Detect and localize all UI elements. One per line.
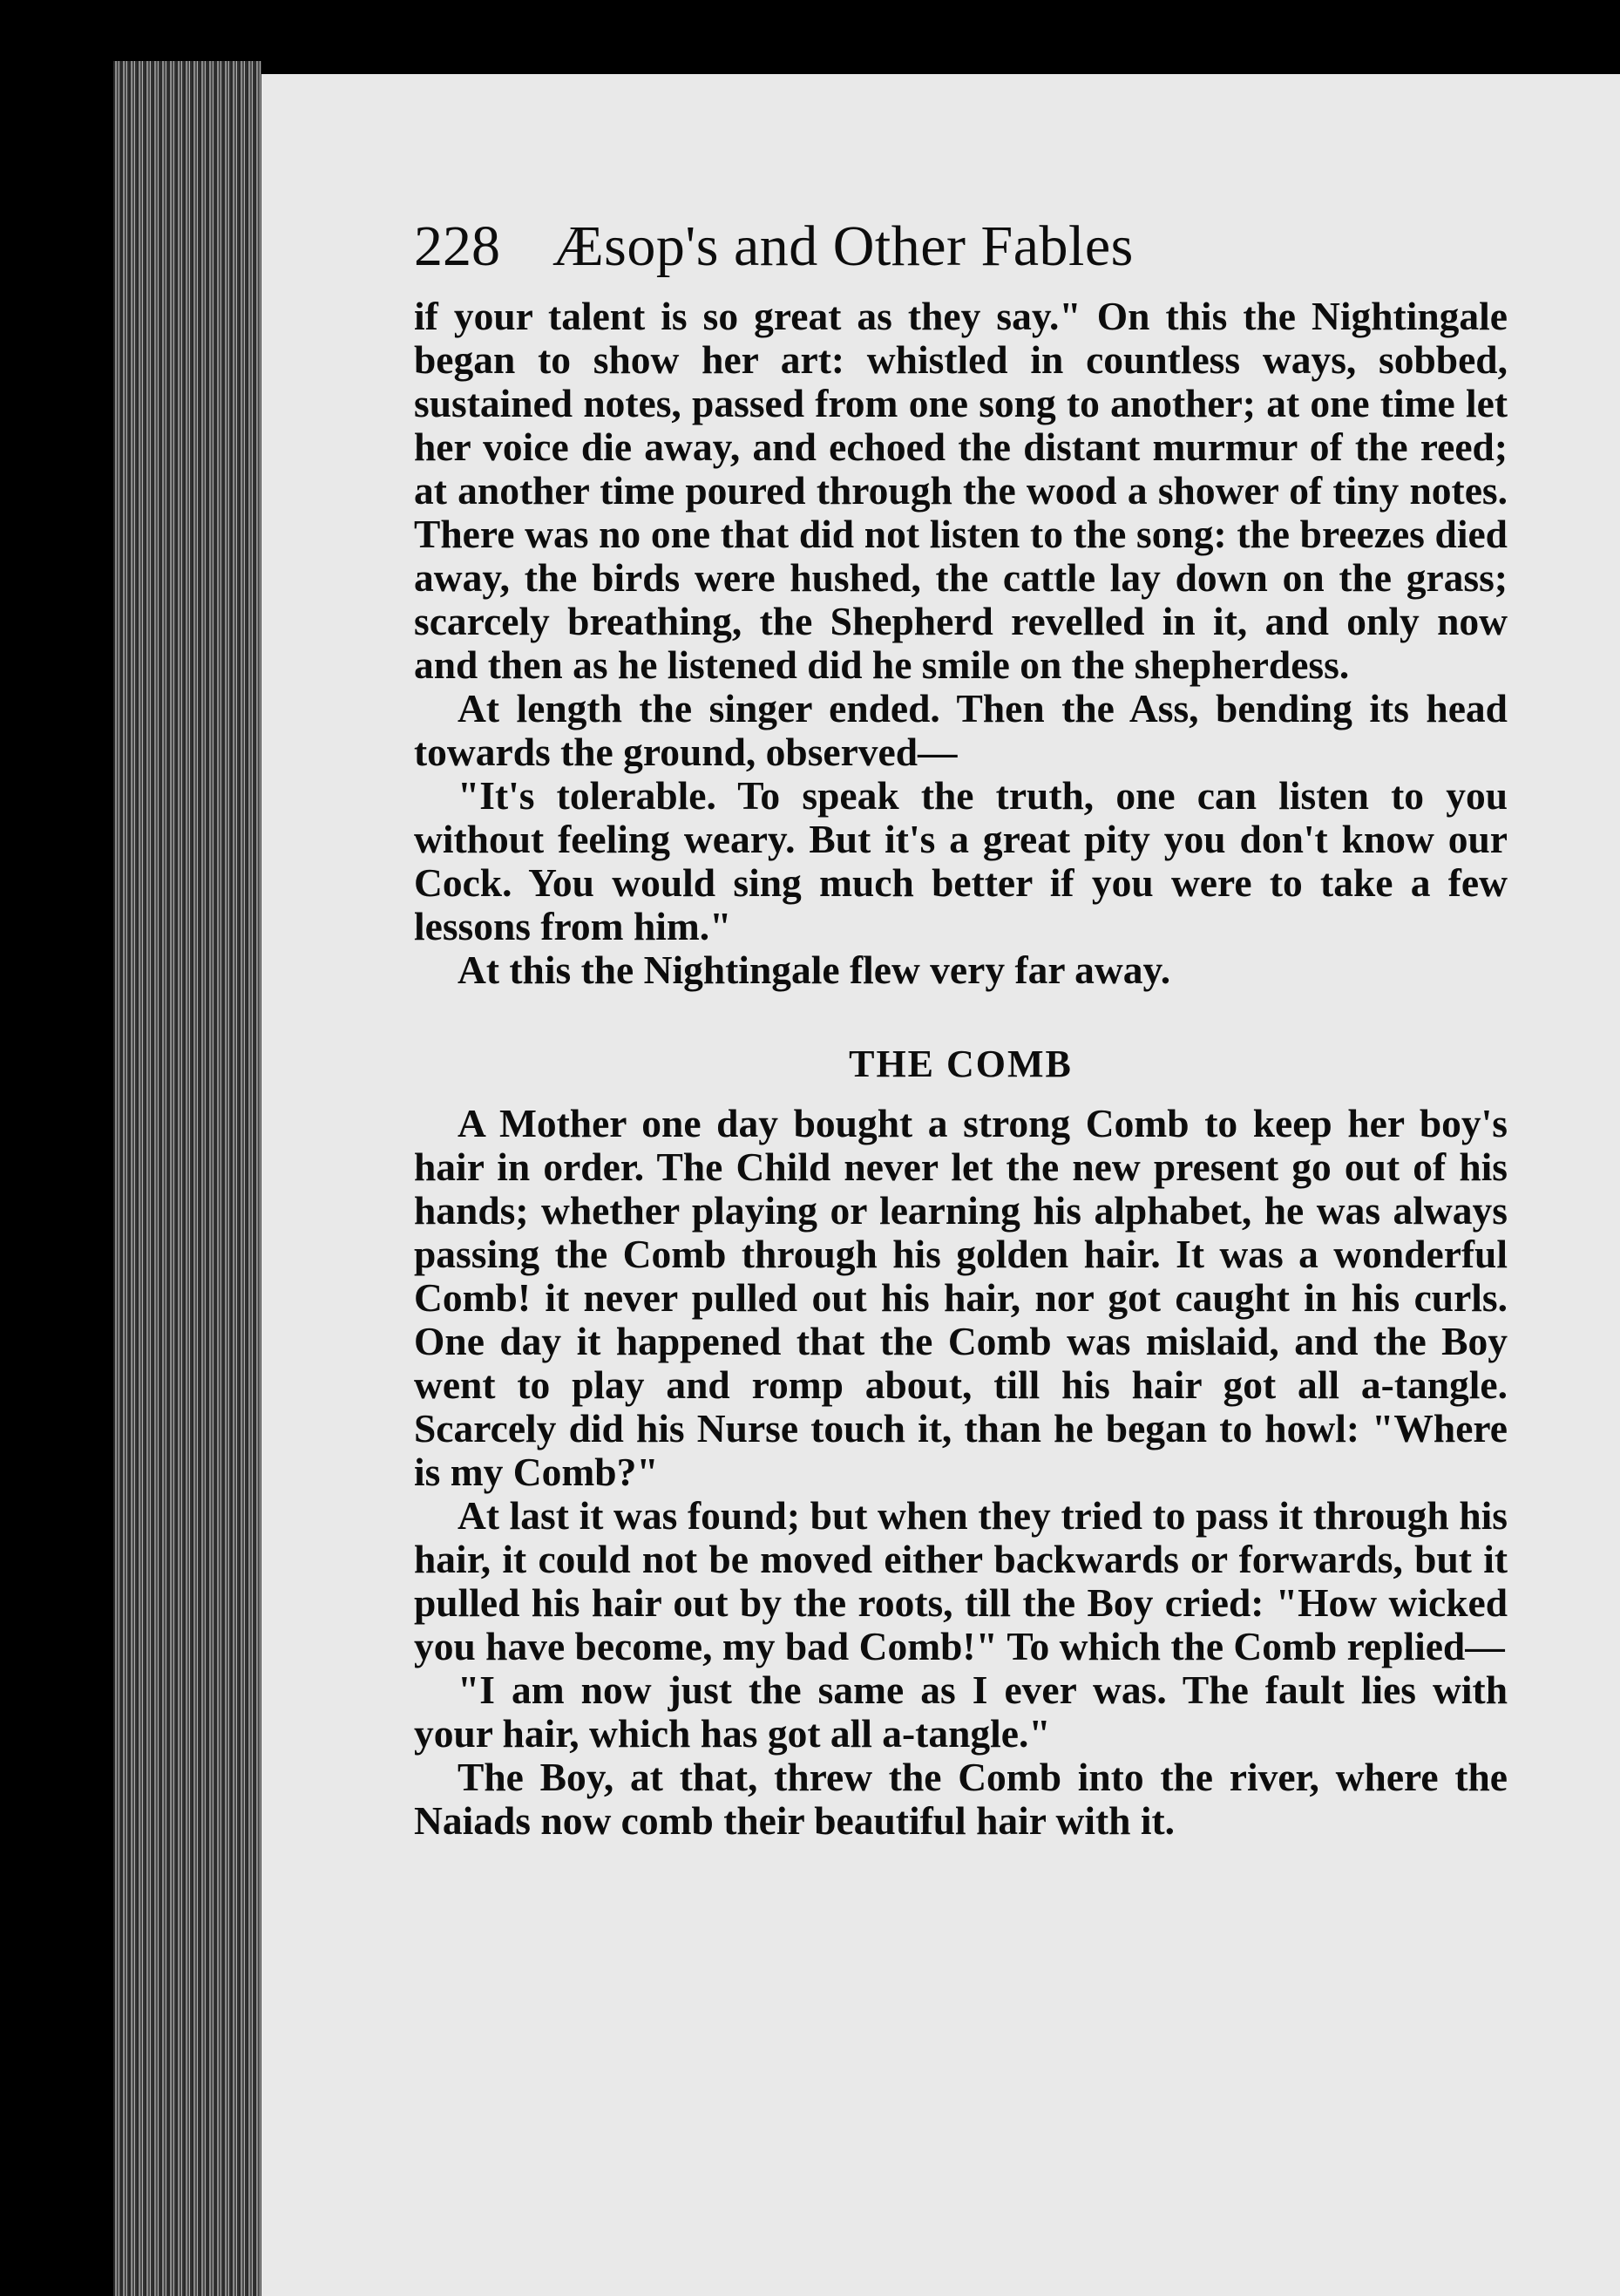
- page-content: [414, 214, 1508, 1843]
- paragraph: "I am now just the same as I ever was. The fault lies with your hair, which has got all a-tangle.": [414, 1668, 1508, 1756]
- book-page-edges: [113, 61, 261, 2296]
- book-title: Æsop's and Other Fables: [552, 214, 1134, 278]
- paragraph: At this the Nightingale flew very far away.: [458, 948, 1171, 992]
- fable-title: THE COMB: [849, 1043, 1073, 1085]
- paragraph: if your talent is so great as they say." On this the Nightingale began to show her art: whistled in countless ways, sobbed, sustained notes, passed from one song to another; at one time let her voice die away, and echoed the distant murmur of the reed; at another time poured through the wood a shower of tiny notes. There was no one that did not listen to the song: the breezes died away, the birds were hushed, the cattle lay down on the grass; scarcely breathing, the Shepherd revelled in it, and only now and then as he listened did he smile on the shepherdess.: [414, 294, 1508, 687]
- paragraph: A Mother one day bought a strong Comb to keep her boy's hair in order. The Child never let the new present go out of his hands; whether playing or learning his alphabet, he was always passing the Comb through his golden hair. It was a wonderful Comb! it never pulled out his hair, nor got caught in his curls. One day it happened that the Comb was mislaid, and the Boy went to play and romp about, till his hair got all a-tangle. Scarcely did his Nurse touch it, than he began to howl: "Where is my Comb?": [414, 1101, 1508, 1494]
- paragraph: At last it was found; but when they tried to pass it through his hair, it could not be moved either backwards or forwards, but it pulled his hair out by the roots, till the Boy cried: "How wicked you have become, my bad Comb!" To which the Comb replied—: [414, 1493, 1508, 1668]
- fable-text: [414, 1102, 1508, 1843]
- book-page: [261, 74, 1620, 2296]
- paragraph: "It's tolerable. To speak the truth, one can listen to you without feeling weary. But it's a great pity you don't know our Cock. You would sing much better if you were to take a few lessons from him.": [414, 773, 1508, 948]
- running-head: [414, 214, 1508, 278]
- page-number: 228: [414, 214, 500, 278]
- paragraph: The Boy, at that, threw the Comb into the river, where the Naiads now comb their beautiful hair with it.: [414, 1755, 1508, 1843]
- fable-continued-text: [414, 295, 1508, 992]
- paragraph: At length the singer ended. Then the Ass, bending its head towards the ground, observed—: [414, 686, 1508, 774]
